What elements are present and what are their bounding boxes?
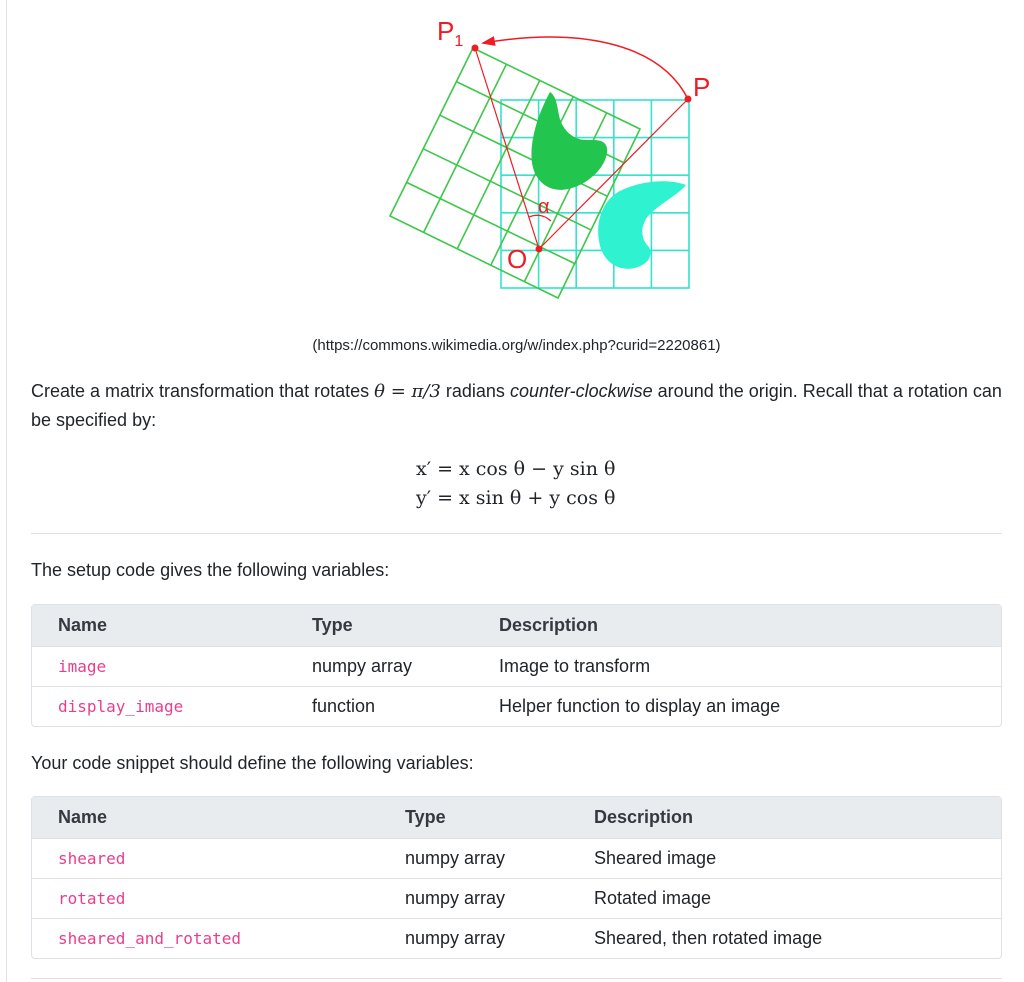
equation-x-prime: x′ = x cos θ − y sin θ: [416, 458, 616, 480]
rotation-equations: [416, 455, 615, 513]
label-p1: $P_1$: [437, 16, 464, 50]
intro-paragraph: Create a matrix transformation that rotates θ = π/3 radians counter-clockwise around the origin. Recall that a rotation can be specified by:: [31, 381, 1002, 430]
divider: [31, 978, 1002, 979]
define-variables-table: [31, 796, 1002, 959]
table-row: [32, 647, 1001, 686]
variable-name: rotated: [58, 889, 126, 908]
variable-description: Rotated image: [568, 878, 1001, 918]
equation-y-prime: y′ = x sin θ + y cos θ: [416, 487, 616, 509]
divider: [31, 533, 1002, 534]
label-p: P: [693, 72, 711, 102]
column-header-name: Name: [32, 605, 286, 647]
left-border: [6, 0, 7, 982]
column-header-type: Type: [286, 605, 473, 647]
variable-type: numpy array: [312, 656, 413, 676]
define-text: Your code snippet should define the following variables:: [31, 753, 474, 773]
column-header-description: Description: [568, 797, 1001, 839]
label-alpha: α: [538, 196, 550, 218]
table-row: [32, 918, 1001, 958]
variable-name: sheared_and_rotated: [58, 929, 242, 948]
point-p: [685, 96, 692, 103]
column-header-name: Name: [32, 797, 379, 839]
rotation-figure: [353, 0, 753, 310]
setup-text: The setup code gives the following variables:: [31, 560, 390, 580]
emphasis-direction: counter-clockwise: [509, 381, 653, 401]
table-row: [32, 839, 1001, 878]
image-caption: (https://commons.wikimedia.org/w/index.php?curid=2220861): [312, 337, 721, 354]
column-header-description: Description: [473, 605, 1001, 647]
variable-name: image: [58, 657, 107, 676]
variable-description: Sheared, then rotated image: [568, 918, 1001, 958]
table-row: [32, 686, 1001, 726]
variable-description: Helper function to display an image: [473, 686, 1001, 726]
origin-point: [536, 246, 543, 253]
variable-type: numpy array: [405, 848, 506, 868]
table-row: [32, 878, 1001, 918]
variable-description: Sheared image: [594, 848, 717, 868]
setup-variables-table: [31, 604, 1002, 727]
point-p1: [472, 45, 479, 52]
original-shape: [598, 181, 686, 269]
variable-name: display_image: [58, 697, 184, 716]
variable-type: numpy array: [379, 878, 568, 918]
column-header-type: Type: [379, 797, 568, 839]
variable-name: sheared: [58, 849, 126, 868]
variable-type: numpy array: [379, 918, 568, 958]
variable-description: Image to transform: [499, 656, 651, 676]
table-header-row: [32, 797, 1001, 839]
label-origin: O: [507, 244, 528, 274]
table-header-row: [32, 605, 1001, 647]
math-theta: θ: [374, 381, 385, 402]
variable-type: function: [286, 686, 473, 726]
label-p1-subscript: 1: [454, 33, 464, 50]
math-angle-value: π/3: [411, 381, 441, 402]
